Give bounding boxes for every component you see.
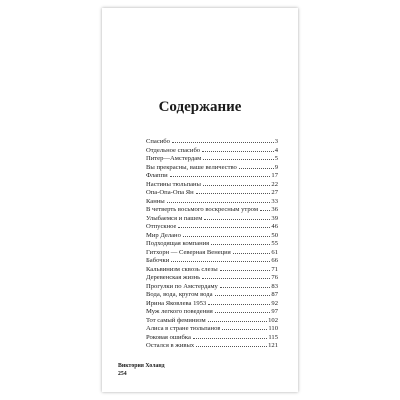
toc-entry-label: Мир Делано	[146, 231, 181, 239]
toc-dot-leader	[260, 210, 270, 211]
toc-entry-page: 115	[268, 333, 278, 341]
toc-entry-label: Питер—Амстердам	[146, 155, 202, 162]
toc-entry-label: Муж легкого поведения	[146, 308, 213, 315]
toc-entry-label: Прогулки по Амстердаму	[146, 282, 218, 290]
toc-dot-leader	[196, 193, 271, 194]
toc-entry-page: 83	[271, 282, 278, 290]
toc-dot-leader	[215, 312, 271, 313]
toc-entry	[146, 164, 278, 173]
toc-entry-page: 27	[271, 189, 278, 196]
toc-entry-label: В четверть восьмого воскресным утром	[146, 206, 258, 213]
toc-entry	[146, 291, 278, 300]
toc-dot-leader	[171, 261, 270, 262]
toc-entry-label: Бабочки	[146, 257, 170, 264]
toc-entry	[146, 181, 278, 190]
toc-entry	[146, 266, 278, 275]
toc-entry-page: 33	[271, 197, 278, 205]
toc-dot-leader	[170, 176, 271, 177]
toc-dot-leader	[172, 142, 274, 143]
toc-entry-label: Настины тюльпаны	[146, 180, 201, 188]
book-page	[102, 8, 298, 392]
page-title: Содержание	[158, 99, 242, 115]
toc-entry-label: Вода, вода, кругом вода	[146, 291, 213, 298]
toc-entry	[146, 308, 278, 317]
toc-entry-page: 9	[274, 163, 278, 171]
toc-dot-leader	[204, 219, 270, 220]
toc-entry	[146, 198, 278, 207]
toc-entry-label: Подходящая компания	[146, 240, 210, 247]
toc-entry	[146, 283, 278, 292]
toc-dot-leader	[215, 295, 271, 296]
toc-entry-page: 36	[271, 206, 278, 213]
toc-dot-leader	[208, 304, 270, 305]
toc-dot-leader	[203, 159, 273, 160]
toc-entry	[146, 300, 278, 309]
toc-dot-leader	[220, 270, 271, 271]
toc-dot-leader	[196, 346, 267, 347]
toc-dot-leader	[193, 338, 267, 339]
toc-dot-leader	[220, 287, 271, 288]
toc-entry	[146, 232, 278, 241]
toc-entry-label: Остался в живых	[146, 342, 195, 349]
toc-entry-page: 97	[271, 308, 278, 315]
table-of-contents	[146, 138, 278, 351]
toc-entry	[146, 342, 278, 351]
toc-entry-page: 76	[271, 274, 278, 281]
toc-dot-leader	[208, 321, 267, 322]
toc-entry-page: 92	[271, 299, 278, 307]
toc-entry-label: Роковая ошибка	[146, 333, 191, 341]
toc-entry-label: Кальвинизм сквозь слезы	[146, 265, 218, 273]
toc-entry	[146, 240, 278, 249]
toc-dot-leader	[167, 202, 271, 203]
toc-dot-leader	[203, 185, 270, 186]
toc-entry-label: Гитхорн — Северная Венеция	[146, 248, 231, 256]
toc-entry-page: 61	[271, 248, 278, 256]
toc-dot-leader	[183, 236, 271, 237]
toc-entry-label: Улыбаемся и пашем	[146, 214, 203, 222]
toc-entry	[146, 325, 278, 334]
toc-entry-label: Вы прекрасны, ваше величество	[146, 163, 237, 171]
toc-entry	[146, 317, 278, 326]
toc-dot-leader	[202, 151, 274, 152]
toc-dot-leader	[239, 168, 274, 169]
toc-entry	[146, 249, 278, 258]
toc-entry-page: 22	[271, 180, 278, 188]
toc-entry-label: Флаппи	[146, 172, 168, 179]
footer-author: Виктория Холанд	[118, 363, 165, 369]
toc-entry-page: 121	[268, 342, 278, 349]
toc-entry-page: 46	[271, 223, 278, 230]
toc-entry	[146, 274, 278, 283]
toc-dot-leader	[211, 244, 270, 245]
toc-entry-page: 87	[271, 291, 278, 298]
toc-entry	[146, 189, 278, 198]
toc-entry-label: Тот самый феминизм	[146, 316, 206, 324]
toc-entry	[146, 155, 278, 164]
toc-entry-label: Деревенская жизнь	[146, 274, 201, 281]
toc-entry-label: Отдельное спасибо	[146, 146, 201, 154]
toc-entry	[146, 334, 278, 343]
toc-entry-page: 55	[271, 240, 278, 247]
toc-dot-leader	[202, 278, 270, 279]
toc-dot-leader	[233, 253, 271, 254]
toc-entry-page: 66	[271, 257, 278, 264]
toc-entry-page: 5	[274, 155, 278, 162]
footer-page-number: 254	[118, 371, 127, 377]
toc-entry	[146, 147, 278, 156]
toc-entry-label: Ирина Яковлева 1953	[146, 299, 207, 307]
toc-entry-page: 4	[274, 146, 278, 154]
toc-entry-page: 71	[271, 265, 278, 273]
toc-entry-page: 39	[271, 214, 278, 222]
toc-entry-label: Отпускное	[146, 223, 177, 230]
toc-entry-label: Алиса в стране тюльпанов	[146, 325, 221, 332]
toc-entry-label: Опа-Опа-Опа Ян	[146, 189, 194, 196]
toc-entry-page: 102	[268, 316, 278, 324]
toc-entry-label: Спасибо	[146, 138, 170, 145]
toc-entry	[146, 138, 278, 147]
toc-entry-page: 50	[271, 231, 278, 239]
toc-entry-page: 110	[268, 325, 278, 332]
toc-entry	[146, 206, 278, 215]
toc-entry	[146, 215, 278, 224]
toc-entry	[146, 172, 278, 181]
toc-entry	[146, 223, 278, 232]
toc-dot-leader	[222, 329, 267, 330]
toc-entry	[146, 257, 278, 266]
toc-entry-page: 3	[274, 138, 278, 145]
toc-entry-page: 17	[271, 172, 278, 179]
toc-dot-leader	[178, 227, 270, 228]
toc-entry-label: Канны	[146, 197, 165, 205]
